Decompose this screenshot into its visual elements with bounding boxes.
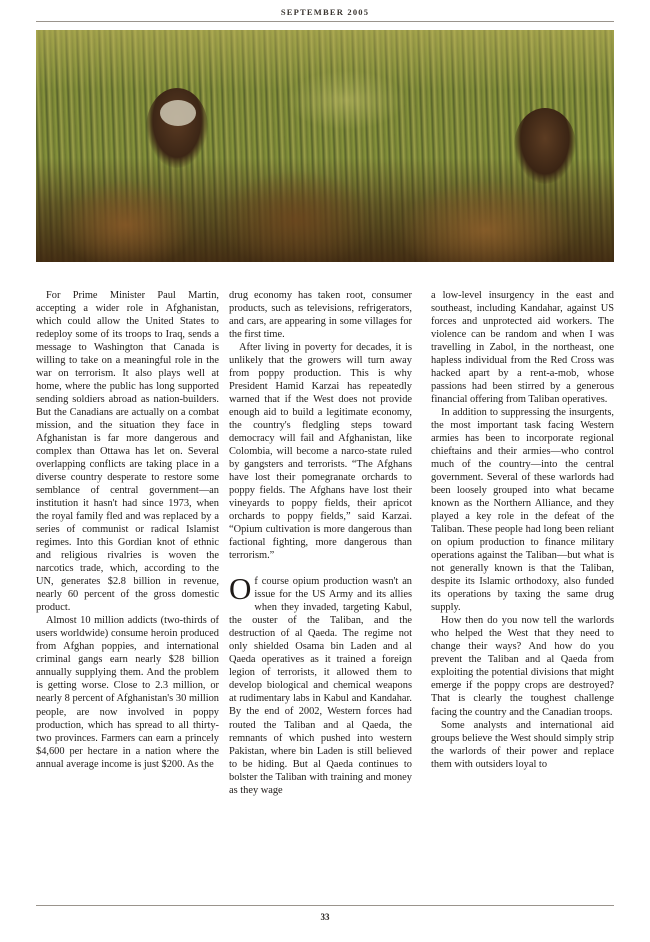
running-header: SEPTEMBER 2005	[280, 7, 370, 17]
paragraph: In addition to suppressing the insurgents, the most important task facing Western armies has been to incorporate regional chieftains and their armies—who control much of the country—into the central government. Several of these warlords had been loosely grouped into what became known as the Northern Alliance, and they played a key role in the defeat of the Taliban. These people had long been reliant on opium production to finance military operations against the Taliban—but what is not generally known is that the Taliban, despite its Islamic orthodoxy, also funded its operations by taxing the same drug supply.	[431, 407, 614, 614]
dropcap: O	[229, 571, 252, 607]
column-1	[36, 289, 219, 771]
paragraph: a low-level insurgency in the east and southeast, including Kandahar, against US forces and unprotected aid workers. The violence can be random and when I was travelling in Zabol, in the northeast, one hapless individual from the Red Cross was hacked apart by a rent-a-mob, whose passions had been stirred by a generous financial offering from Taliban operatives.	[431, 290, 614, 406]
paragraph: How then do you now tell the warlords who helped the West that they need to change their ways? And how do you prevent the Taliban and al Qaeda from exploiting the potential divisions that might emerge if the poppy crops are destroyed? That is clearly the toughest challenge facing the country and the Canadian troops.	[431, 615, 614, 718]
paragraph: For Prime Minister Paul Martin, accepting a wider role in Afghanistan, which could allow the United States to redeploy some of its troops to Iraq, sends a message to Washington that Canada is willing to take on a meaningful role in the war on terrorism. It also plays well at home, where the public has long supported sending soldiers abroad as nation-builders. But the Canadians are actually on a combat mission, and the situation they face in Afghanistan is far more dangerous and complex than Ottawa has let on. Several overlapping conflicts are taking place in a diverse country desperate to restore some semblance of central government—an institution it hasn't had since 1973, when the royal family fled and was replaced by a series of communist or radical Islamist regimes. Into this Gordian knot of ethnic and religious rivalries is woven the narcotics trade, which, according to the UN, generates $2.8 billion in revenue, nearly 60 percent of the gross domestic product.	[36, 290, 219, 614]
footer-rule	[36, 905, 614, 906]
page-number: 33	[320, 912, 330, 922]
paragraph: Almost 10 million addicts (two-thirds of users worldwide) consume heroin produced from Afghan poppies, and international criminal gangs earn nearly $28 billion annually supplying them. And the problem is getting worse. Close to 2.3 million, or nearly 8 percent of Afghanistan's 30 million people, are now involved in poppy production, which has spread to all thirty-two provinces. Farmers can earn a princely $4,600 per hectare in a nation where the annual average income is just $200. As the	[36, 615, 219, 770]
paragraph: Some analysts and international aid groups believe the West should simply strip the warlords of their power and replace them with outsiders loyal to	[431, 719, 614, 770]
column-2	[229, 289, 412, 797]
paragraph: drug economy has taken root, consumer products, such as televisions, refrigerators, and cars, are appearing in some villages for the first time.	[229, 290, 412, 341]
dropcap-paragraph-text: f course opium production wasn't an issue for the US Army and its allies when they invaded, targeting Kabul, the ouster of the Taliban, and the destruction of al Qaeda. The regime not only shielded Osama bin Laden and al Qaeda operatives as it trained a foreign legion of terrorists, it allowed them to develop biological and chemical weapons at rudimentary labs in Kabul and Kandahar. By the end of 2002, Western forces had routed the Taliban and al Qaeda, the remnants of which pushed into western Pakistan, where bin Laden is still believed to be hiding. But al Qaeda continues to bolster the Taliban with training and money as they wage	[229, 576, 412, 796]
column-3	[431, 289, 614, 771]
article-photo	[36, 30, 614, 262]
paragraph: After living in poverty for decades, it is unlikely that the growers will turn away from poppy production. This is why President Hamid Karzai has repeatedly warned that if the West does not provide enough aid to build a legitimate economy, the country's fledgling steps toward democracy will fail and Afghanistan, like Colombia, will become a narco-state ruled by gangsters and terrorists. “The Afghans have lost their pomegranate orchards to poppy fields. The Afghans have lost their vineyards to poppy fields, their apricot orchards to poppy fields,” said Karzai. “Opium cultivation is more dangerous than factional fighting, more dangerous than terrorism.”	[229, 342, 412, 562]
dropcap-paragraph	[229, 571, 412, 796]
header-rule	[36, 21, 614, 22]
